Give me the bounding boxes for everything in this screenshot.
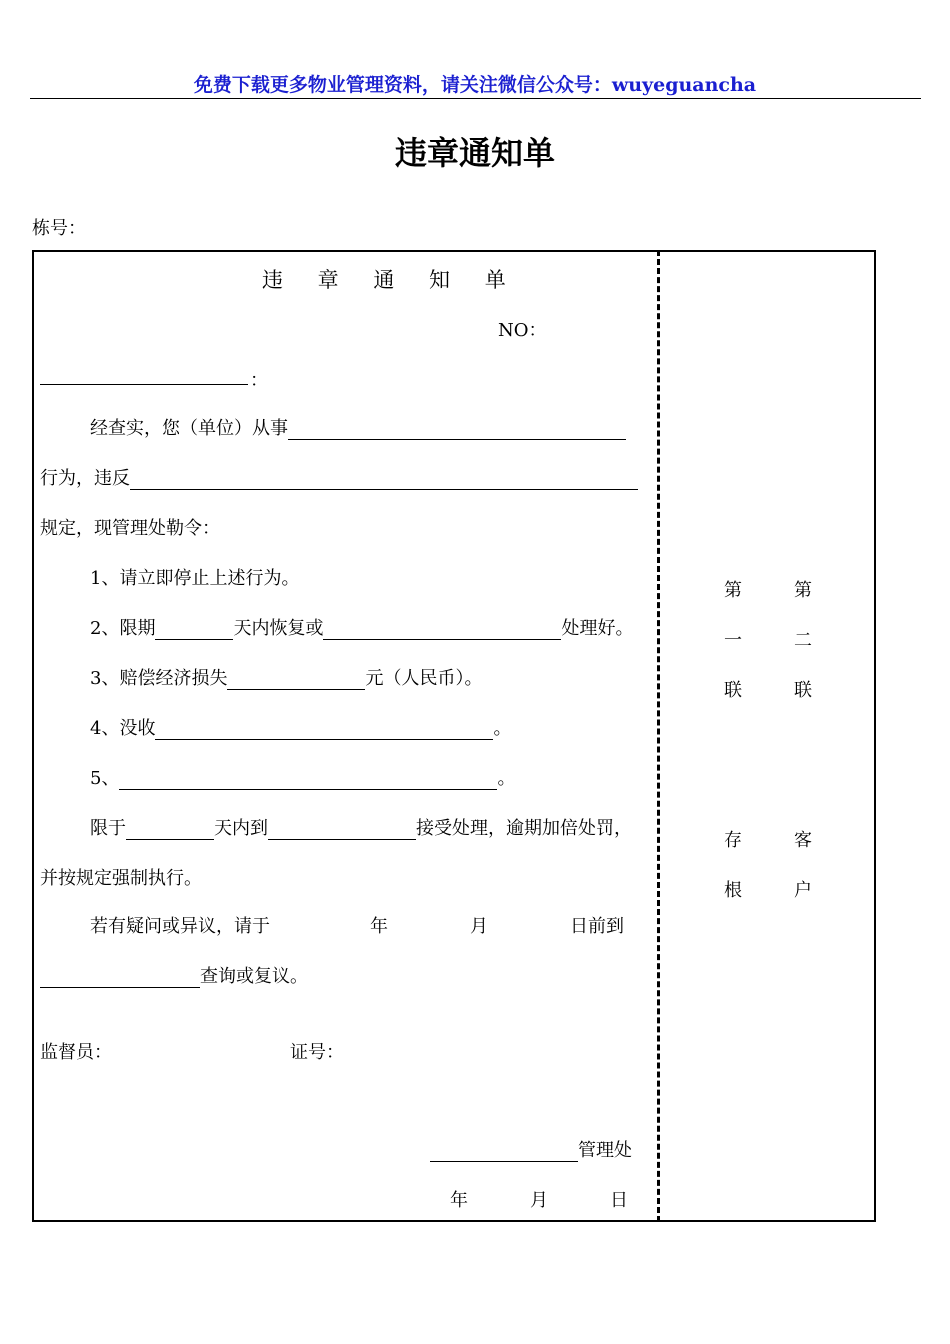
order-item-5-suffix: 。 xyxy=(497,768,516,789)
stub-col1-char: 存 xyxy=(724,830,742,851)
deadline-suffix: 接受处理，逾期加倍处罚， xyxy=(416,818,632,839)
addressee-colon: ： xyxy=(250,370,268,391)
form-number-label: NO： xyxy=(498,320,547,341)
order-item-3-suffix: 元（人民币）。 xyxy=(365,668,483,689)
inquiry-location-blank[interactable] xyxy=(40,969,200,988)
activity-blank[interactable] xyxy=(288,421,626,440)
stub-col2-char: 联 xyxy=(794,680,812,701)
stub-col1-char: 根 xyxy=(724,880,742,901)
supervisor-label: 监督员： xyxy=(40,1042,112,1063)
form-title: 违 章 通 知 单 xyxy=(262,268,520,292)
perforation-line xyxy=(657,250,660,1222)
deadline-days-blank[interactable] xyxy=(126,821,214,840)
order-item-2-suffix: 处理好。 xyxy=(561,618,634,639)
days-blank[interactable] xyxy=(155,621,233,640)
activity-text: 经查实，您（单位）从事 xyxy=(90,418,288,439)
order-item-4-suffix: 。 xyxy=(493,718,512,739)
other-order-blank[interactable] xyxy=(119,771,497,790)
order-item-5-prefix: 5、 xyxy=(90,768,120,789)
violation-text: 行为，违反 xyxy=(40,468,130,489)
order-item-2-mid: 天内恢复或 xyxy=(233,618,324,639)
stub-col1-char: 一 xyxy=(724,630,742,651)
stub-col2-char: 客 xyxy=(794,830,812,851)
order-item-1: 1、请立即停止上述行为。 xyxy=(90,568,300,589)
building-label: 栋号： xyxy=(32,218,86,239)
inquiry-text: 查询或复议。 xyxy=(200,966,308,987)
deadline-mid: 天内到 xyxy=(214,818,268,839)
doubt-text: 若有疑问或异议，请于 xyxy=(90,916,270,937)
stub-col2-char: 二 xyxy=(794,630,812,651)
stub-col2-char: 户 xyxy=(794,880,812,901)
confiscate-blank[interactable] xyxy=(155,721,493,740)
promo-banner: 免费下载更多物业管理资料，请关注微信公众号：wuyeguancha xyxy=(193,74,757,96)
document-title: 违章通知单 xyxy=(394,134,555,172)
deadline-prefix: 限于 xyxy=(90,818,126,839)
stub-col2-char: 第 xyxy=(794,580,812,601)
cert-number-label: 证号： xyxy=(290,1042,344,1063)
regulation-blank[interactable] xyxy=(130,471,638,490)
location-blank[interactable] xyxy=(268,821,416,840)
order-item-3-prefix: 3、赔偿经济损失 xyxy=(90,668,228,689)
doubt-year: 年 xyxy=(370,916,388,937)
enforce-text: 并按规定强制执行。 xyxy=(40,868,202,889)
restore-blank[interactable] xyxy=(323,621,561,640)
doubt-day: 日前到 xyxy=(570,916,624,937)
header-divider xyxy=(30,98,921,99)
doubt-month: 月 xyxy=(470,916,488,937)
office-label: 管理处 xyxy=(578,1140,632,1161)
order-item-4-prefix: 4、没收 xyxy=(90,718,156,739)
date-month: 月 xyxy=(530,1190,548,1211)
stub-col1-char: 联 xyxy=(724,680,742,701)
office-name-blank[interactable] xyxy=(430,1143,578,1162)
date-year: 年 xyxy=(450,1190,468,1211)
order-text: 规定，现管理处勒令： xyxy=(40,518,220,539)
order-item-2-prefix: 2、限期 xyxy=(90,618,156,639)
stub-col1-char: 第 xyxy=(724,580,742,601)
addressee-blank[interactable] xyxy=(40,384,248,385)
date-day: 日 xyxy=(610,1190,628,1211)
loss-amount-blank[interactable] xyxy=(227,671,365,690)
